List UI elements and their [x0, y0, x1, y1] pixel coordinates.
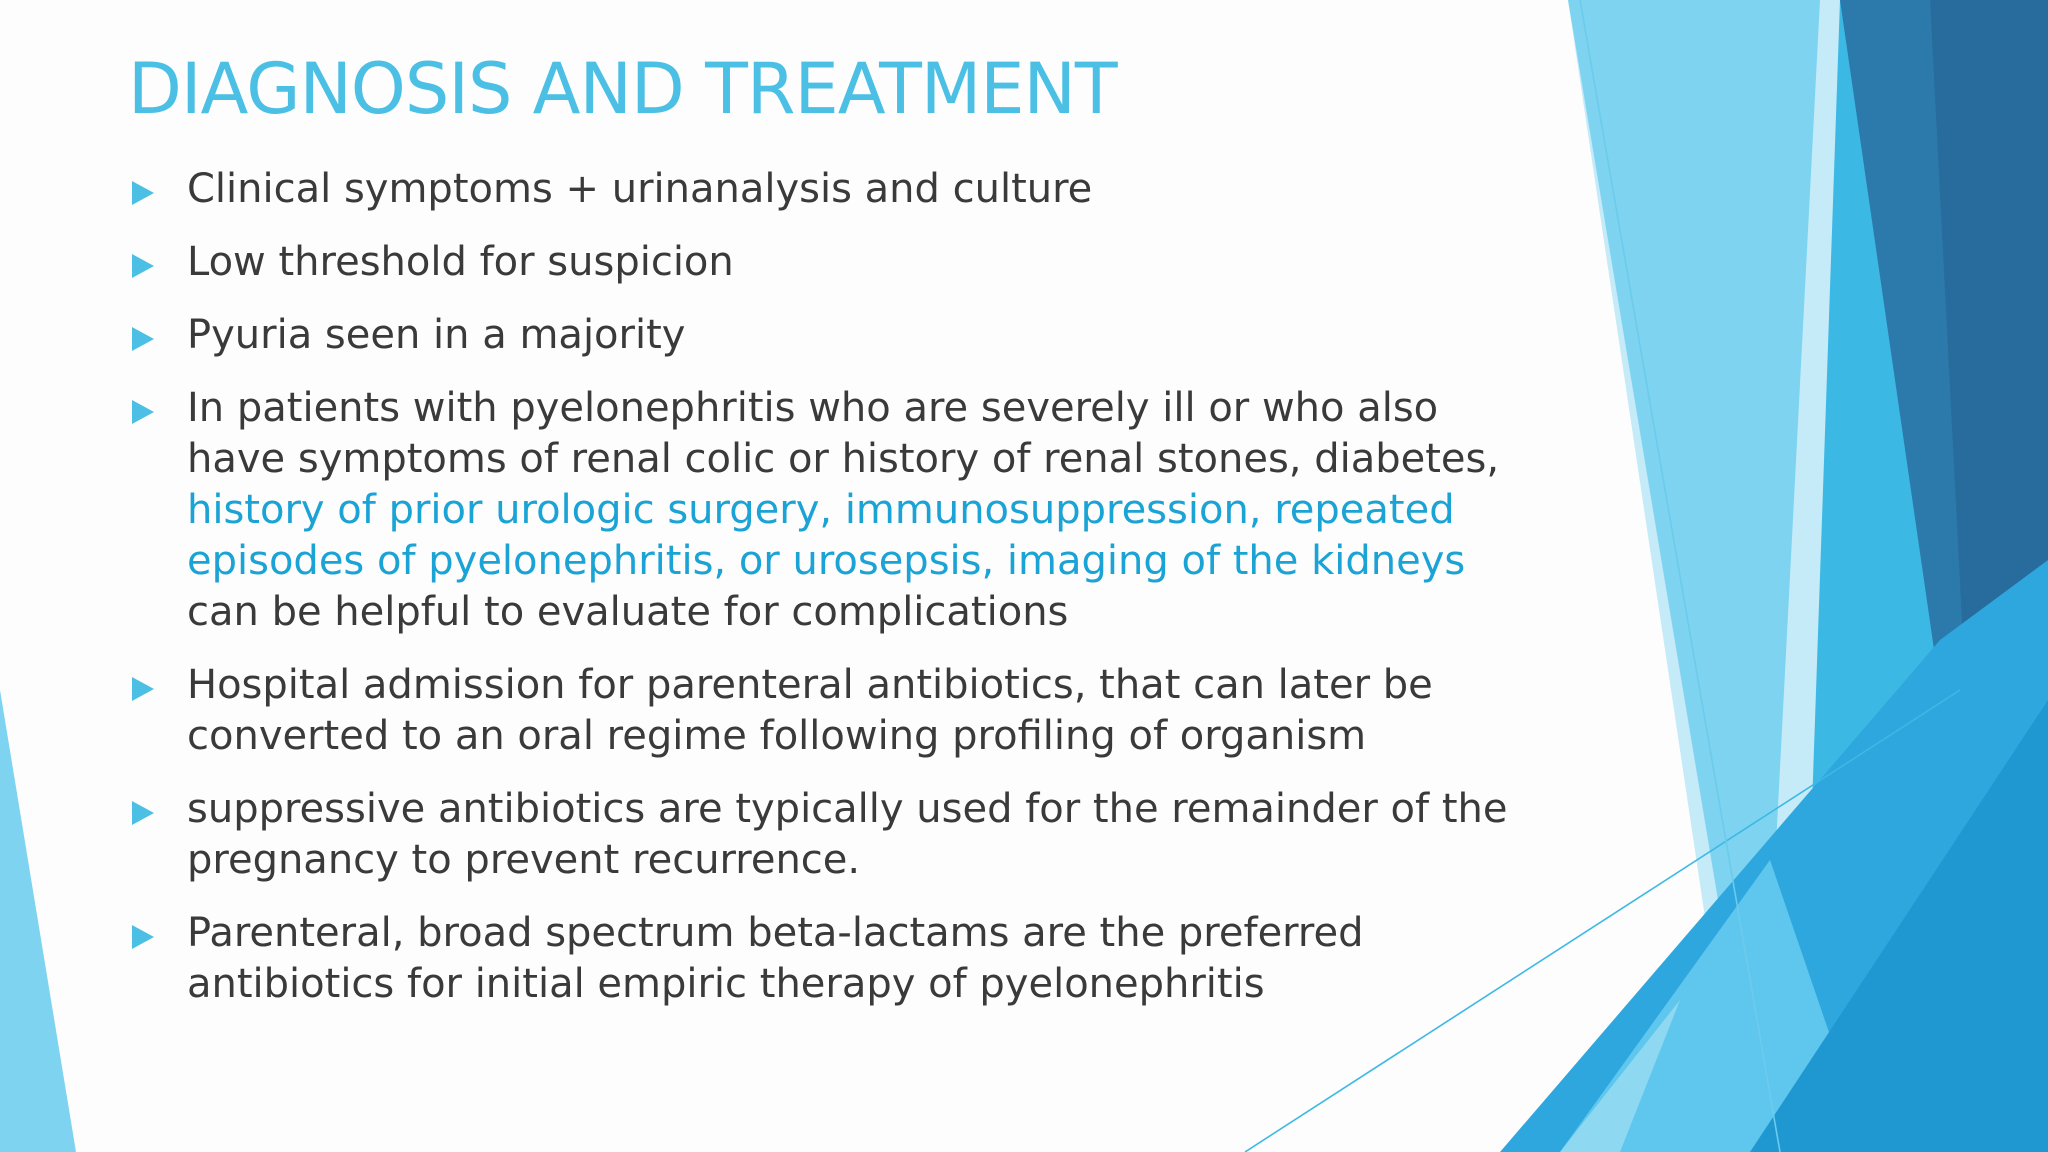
- bullet-item: [128, 164, 1548, 215]
- bullet-item: [128, 310, 1548, 361]
- slide-title: DIAGNOSIS AND TREATMENT: [128, 48, 1117, 130]
- triangle-bullet-icon: [132, 801, 154, 825]
- bullet-text: can be helpful to evaluate for complications: [187, 589, 1069, 635]
- triangle-bullet-icon: [132, 327, 154, 351]
- left-edge-shape: [0, 690, 76, 1152]
- bullet-text: Clinical symptoms + urinanalysis and culture: [187, 166, 1093, 212]
- bullet-text: Pyuria seen in a majority: [187, 312, 686, 358]
- bullet-text: In patients with pyelonephritis who are severely ill or who also have symptoms of renal colic or history of renal stones, diabetes,: [187, 385, 1500, 482]
- bullet-item: [128, 660, 1548, 762]
- bullet-text: Low threshold for suspicion: [187, 239, 734, 285]
- triangle-bullet-icon: [132, 400, 154, 424]
- triangle-bullet-icon: [132, 181, 154, 205]
- bullet-text: suppressive antibiotics are typically used for the remainder of the pregnancy to prevent recurrence.: [187, 786, 1508, 883]
- bullet-list: [128, 164, 1548, 1032]
- highlighted-text: history of prior urologic surgery, immunosuppression, repeated episodes of pyelonephritis, or urosepsis, imaging of the kidneys: [187, 487, 1466, 584]
- bullet-text: Hospital admission for parenteral antibiotics, that can later be converted to an oral regime following profiling of organism: [187, 662, 1433, 759]
- bullet-item: [128, 784, 1548, 886]
- triangle-bullet-icon: [132, 925, 154, 949]
- bullet-item: [128, 383, 1548, 638]
- triangle-bullet-icon: [132, 254, 154, 278]
- bullet-text: Parenteral, broad spectrum beta-lactams are the preferred antibiotics for initial empiric therapy of pyelonephritis: [187, 910, 1364, 1007]
- bullet-item: [128, 908, 1548, 1010]
- bullet-item: [128, 237, 1548, 288]
- triangle-bullet-icon: [132, 677, 154, 701]
